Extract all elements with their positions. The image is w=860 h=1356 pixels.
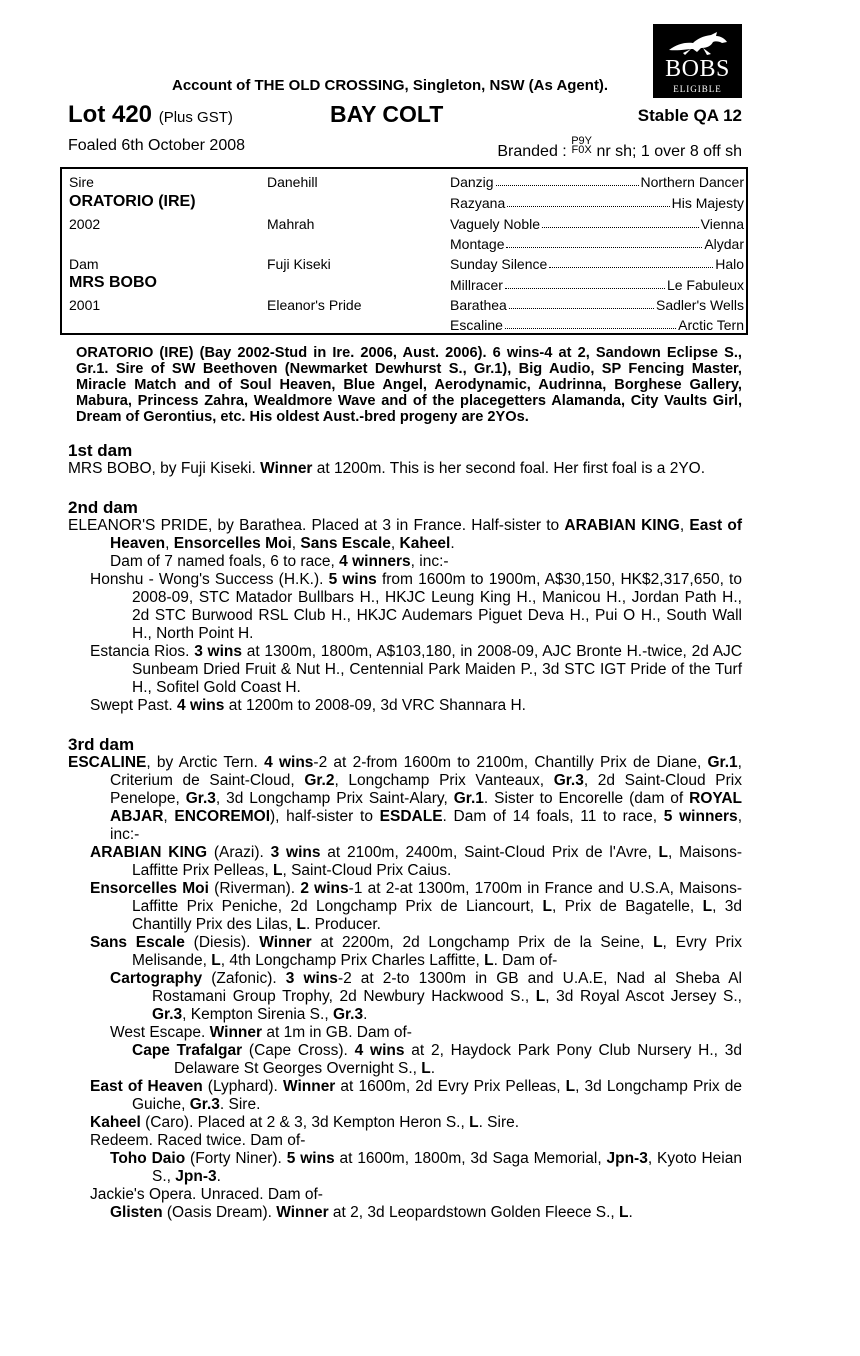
text-run: . Sister to Encorelle (dam of (483, 790, 690, 807)
text-run: Gr.1 (707, 754, 738, 771)
sire-blurb: ORATORIO (IRE) (Bay 2002-Stud in Ire. 2006, Aust. 2006). 6 wins-4 at 2, Sandown Eclipse S., Gr.1. Sire of SW Beethoven (Newmarket Dewhurst S., Gr.1), Big Audio, SP Fencing Master, Miracle Match and of Soul Heaven, Blue Angel, Aerodynamic, Audrinna, Borghese Gallery, Mabura, Princess Zahra, Wealdmore Wave and of the placegetters Alamanda, City Vaults Girl, Dream of Gerontius, etc. His oldest Aust.-bred progeny are 2YOs. (76, 345, 742, 425)
text-run: Jpn-3 (606, 1150, 648, 1167)
stable-number: Stable QA 12 (637, 106, 742, 125)
text-run: (Lyphard). (202, 1078, 283, 1095)
pedigree-table (60, 167, 748, 335)
text-run: Jpn-3 (175, 1168, 217, 1185)
text-run: Gr.1 (453, 790, 484, 807)
text-run: Gr.3 (152, 1006, 183, 1023)
sire-dam: Mahrah (267, 216, 315, 232)
text-run: , Prix de Bagatelle, (551, 898, 703, 915)
produce-entry (68, 934, 742, 970)
text-run: L (296, 916, 307, 933)
text-run: , (165, 535, 174, 552)
grand-produce-entry (68, 1150, 742, 1186)
gen3-row (450, 297, 744, 313)
text-run: 5 wins (286, 1150, 335, 1167)
text-run: Honshu - Wong's Success (H.K.). (90, 571, 329, 588)
text-run: Redeem. Raced twice. Dam of- (90, 1132, 306, 1149)
branded-info (497, 137, 742, 161)
dotted-leader (505, 277, 665, 289)
text-run: L (469, 1114, 479, 1131)
text-run: MRS BOBO, by Fuji Kiseki. (68, 460, 261, 477)
text-run: (Forty Niner). (185, 1150, 287, 1167)
text-run: , (163, 808, 175, 825)
gen3-right: Arctic Tern (678, 317, 744, 333)
text-run: Gr.2 (304, 772, 335, 789)
second-dam-heading: 2nd dam (68, 498, 138, 517)
text-run: ARABIAN KING (90, 844, 208, 861)
produce-entry (68, 643, 742, 697)
text-run: at 1200m to 2008-09, 3d VRC Shannara H. (224, 697, 526, 714)
text-run: , 3d Royal Ascot Jersey S., (545, 988, 742, 1005)
text-run: Sans Escale (90, 934, 185, 951)
text-run: . Dam of 14 foals, 11 to race, (442, 808, 664, 825)
brand-top: P9Y (571, 135, 592, 147)
text-run: , 3d Chantilly Prix des Lilas, (132, 898, 742, 933)
text-run: at 2, 3d Leopardstown Golden Fleece S., (328, 1204, 620, 1221)
text-run: L (619, 1204, 629, 1221)
gen3-row (450, 195, 744, 211)
text-run: West Escape. (110, 1024, 210, 1041)
gen3-left: Danzig (450, 174, 494, 190)
lot-label: Lot 420 (68, 101, 153, 128)
logo-title: BOBS (665, 56, 730, 82)
text-run: , Kempton Sirenia S., (182, 1006, 333, 1023)
text-run: (Caro). Placed at 2 & 3, 3d Kempton Heron S., (140, 1114, 470, 1131)
text-run: at 2100m, 2400m, Saint-Cloud Prix de l'Avre, (320, 844, 659, 861)
text-run: at 1200m. This is her second foal. Her first foal is a 2YO. (312, 460, 706, 477)
gen3-row (450, 216, 744, 232)
page-title: BAY COLT (330, 101, 444, 127)
text-run: 3 wins (194, 643, 242, 660)
sire-label: Sire (69, 174, 94, 190)
gen3-row (450, 256, 744, 272)
produce-entry (68, 1132, 742, 1150)
text-run: Dam of 7 named foals, 6 to race, (110, 553, 340, 570)
text-run: , (679, 517, 690, 534)
text-run: ), half-sister to (270, 808, 380, 825)
dotted-leader (496, 174, 639, 186)
text-run: Winner (276, 1204, 329, 1221)
text-run: 3 wins (285, 970, 338, 987)
text-run: Kaheel (399, 535, 451, 552)
text-run: East of Heaven (110, 517, 742, 552)
lot-number (68, 101, 233, 129)
text-run: Winner (282, 1078, 336, 1095)
sire-name: ORATORIO (IRE) (69, 193, 196, 210)
text-run: . Sire. (478, 1114, 520, 1131)
dam-dam: Eleanor's Pride (267, 297, 362, 313)
brand-bottom: F0X (571, 144, 592, 156)
text-run: . Sire. (219, 1096, 261, 1113)
sire-year: 2002 (69, 216, 101, 232)
text-run: . (216, 1168, 221, 1185)
catalogue-body (68, 345, 742, 1222)
text-run: . (430, 1060, 436, 1077)
text-run: 2 wins (300, 880, 349, 897)
plus-gst: (Plus GST) (158, 109, 233, 126)
dam-label: Dam (69, 256, 99, 272)
text-run: -2 at 2-from 1600m to 2100m, Chantilly Prix de Diane, (313, 754, 708, 771)
text-run: L (658, 844, 668, 861)
text-run: Glisten (110, 1204, 163, 1221)
text-run: (Oasis Dream). (162, 1204, 277, 1221)
logo-subtitle: ELIGIBLE (673, 84, 722, 94)
text-run: Winner (259, 934, 312, 951)
text-run: -2 at 2-to 1300m in GB and U.A.E, Nad al Sheba Al Rostamani Group Trophy, 2d Newbury Hackwood S., (152, 970, 742, 1005)
text-run: 5 winners (663, 808, 738, 825)
text-run: at 1300m, 1800m, A$103,180, in 2008-09, AJC Bronte H.-twice, 2d AJC Sunbeam Dried Fruit & Nut H., Centennial Park Maiden P., 3d STC IGT Pride of the Turf H., Sofitel Gold Coast H. (132, 643, 742, 696)
text-run: Ensorcelles Moi (173, 535, 292, 552)
text-run: at 2200m, 2d Longchamp Prix de la Seine, (311, 934, 654, 951)
produce-entry (68, 571, 742, 643)
brand-mark (571, 137, 592, 155)
text-run: at 1m in GB. Dam of- (262, 1024, 412, 1041)
dotted-leader (549, 256, 713, 268)
produce-entry (68, 844, 742, 880)
second-dam-entry (68, 517, 742, 553)
gen3-left: Barathea (450, 297, 507, 313)
text-run: Cartography (110, 970, 203, 987)
third-dam-entry (68, 754, 742, 844)
gen3-right: Vienna (700, 216, 744, 232)
text-run: Jackie's Opera. Unraced. Dam of- (90, 1186, 323, 1203)
sire-sire: Danehill (267, 174, 318, 190)
text-run: , 4th Longchamp Prix Charles Laffitte, (220, 952, 485, 969)
text-run: . (628, 1204, 633, 1221)
text-run: L (211, 952, 221, 969)
gen3-right: Northern Dancer (640, 174, 744, 190)
text-run: . Dam of- (493, 952, 558, 969)
text-run: 4 wins (177, 697, 225, 714)
text-run: , Maisons-Laffitte Prix Pelleas, (132, 844, 742, 879)
text-run: , (390, 535, 400, 552)
dam-name: MRS BOBO (69, 274, 157, 291)
gen3-right: Alydar (704, 236, 744, 252)
text-run: 4 winners (339, 553, 411, 570)
text-run: Kaheel (90, 1114, 141, 1131)
dam-sire: Fuji Kiseki (267, 256, 331, 272)
text-run: , 3d Longchamp Prix de Guiche, (132, 1078, 742, 1113)
text-run: from 1600m to 1900m, A$30,150, HK$2,317,650, to 2008-09, STC Matador Bullbars H., HKJC Leung King H., Manicou H., Jordan Path H., 2d STC Burwood RSL Club H., HKJC Audemars Piguet Deva H., Pui O H., South Wall H., North Point H. (132, 571, 742, 642)
gen3-row (450, 236, 744, 252)
text-run: L (653, 934, 663, 951)
gen3-left: Montage (450, 236, 505, 252)
text-run: (Diesis). (184, 934, 260, 951)
text-run: . (450, 535, 455, 552)
text-run: (Arazi). (207, 844, 271, 861)
text-run: 3 wins (270, 844, 321, 861)
text-run: Cape Trafalgar (132, 1042, 243, 1059)
branded-prefix: Branded : (497, 143, 567, 160)
first-dam-entry (68, 460, 742, 478)
text-run: Estancia Rios. (90, 643, 195, 660)
text-run: , inc:- (410, 553, 449, 570)
text-run: L (421, 1060, 431, 1077)
third-dam-heading: 3rd dam (68, 735, 135, 754)
text-run: Ensorcelles Moi (90, 880, 209, 897)
text-run: Gr.3 (553, 772, 584, 789)
second-dam-produce-summary (68, 553, 742, 571)
text-run: (Riverman). (208, 880, 301, 897)
text-run: , 3d Longchamp Prix Saint-Alary, (215, 790, 454, 807)
horse-icon (667, 30, 729, 56)
text-run: ESDALE (379, 808, 443, 825)
grand-produce-entry (68, 1024, 742, 1042)
text-run: (Zafonic). (202, 970, 286, 987)
branded-suffix: nr sh; 1 over 8 off sh (596, 143, 742, 160)
text-run: L (535, 988, 546, 1005)
text-run: 4 wins (264, 754, 314, 771)
gen3-row (450, 317, 744, 333)
dotted-leader (506, 236, 702, 248)
produce-entry (68, 880, 742, 934)
text-run: at 2, Haydock Park Pony Club Nursery H., 3d Delaware St Georges Overnight S., (174, 1042, 742, 1077)
foaled-date: Foaled 6th October 2008 (68, 137, 246, 154)
first-dam-heading: 1st dam (68, 441, 133, 460)
gen3-left: Millracer (450, 277, 503, 293)
gen3-right: Le Fabuleux (666, 277, 744, 293)
text-run: L (565, 1078, 576, 1095)
grand-produce-entry (68, 1204, 742, 1222)
text-run: , Longchamp Prix Vanteaux, (334, 772, 554, 789)
gen3-right: Sadler's Wells (656, 297, 744, 313)
text-run: -1 at 2-at 1300m, 1700m in France and U.S.A, Maisons-Laffitte Prix Peniche, 2d Longchamp Prix de Liancourt, (132, 880, 742, 915)
text-run: , Saint-Cloud Prix Caius. (282, 862, 452, 879)
text-run: Gr.3 (189, 1096, 220, 1113)
produce-entry (68, 1114, 742, 1132)
text-run: , Kyoto Heian S., (152, 1150, 742, 1185)
text-run: 5 wins (328, 571, 377, 588)
text-run: at 1600m, 1800m, 3d Saga Memorial, (334, 1150, 607, 1167)
text-run: Gr.3 (332, 1006, 364, 1023)
text-run: , inc:- (110, 808, 742, 843)
vendor-account: Account of THE OLD CROSSING, Singleton, NSW (As Agent). (172, 77, 609, 94)
produce-entry (68, 697, 742, 715)
text-run: L (542, 898, 552, 915)
text-run: (Cape Cross). (242, 1042, 355, 1059)
text-run: Gr.3 (185, 790, 216, 807)
text-run: ESCALINE (68, 754, 147, 771)
text-run: ENCOREMOI (174, 808, 270, 825)
text-run: East of Heaven (90, 1078, 203, 1095)
dotted-leader (542, 216, 699, 228)
text-run: Winner (260, 460, 313, 477)
gen3-left: Escaline (450, 317, 503, 333)
text-run: , Criterium de Saint-Cloud, (110, 754, 742, 789)
text-run: , by Arctic Tern. (146, 754, 265, 771)
gen3-left: Razyana (450, 195, 506, 211)
text-run: L (702, 898, 713, 915)
text-run: ARABIAN KING (564, 517, 680, 534)
text-run: . Producer. (306, 916, 381, 933)
gen3-row (450, 174, 744, 190)
gen3-left: Vaguely Noble (450, 216, 541, 232)
text-run: Winner (209, 1024, 263, 1041)
produce-entry (68, 1078, 742, 1114)
text-run: ROYAL ABJAR (110, 790, 742, 825)
gen3-row (450, 277, 744, 293)
dotted-leader (507, 195, 669, 207)
text-run: at 1600m, 2d Evry Prix Pelleas, (335, 1078, 566, 1095)
grand-produce-entry (68, 970, 742, 1024)
bobs-eligible-logo (653, 24, 742, 98)
dam-year: 2001 (69, 297, 101, 313)
text-run: 4 wins (354, 1042, 405, 1059)
great-grand-produce-entry (68, 1042, 742, 1078)
gen3-right: His Majesty (671, 195, 744, 211)
text-run: , Evry Prix Melisande, (132, 934, 743, 969)
text-run: Swept Past. (90, 697, 178, 714)
gen3-left: Sunday Silence (450, 256, 548, 272)
dotted-leader (505, 317, 676, 329)
produce-entry (68, 1186, 742, 1204)
text-run: . (363, 1006, 368, 1023)
text-run: , (291, 535, 301, 552)
text-run: ELEANOR'S PRIDE, by Barathea. Placed at 3 in France. Half-sister to (68, 517, 565, 534)
dotted-leader (509, 297, 654, 309)
text-run: L (484, 952, 494, 969)
text-run: Sans Escale (300, 535, 391, 552)
text-run: Toho Daio (110, 1150, 186, 1167)
text-run: L (273, 862, 283, 879)
text-run: , 2d Saint-Cloud Prix Penelope, (110, 772, 742, 807)
gen3-right: Halo (715, 256, 744, 272)
